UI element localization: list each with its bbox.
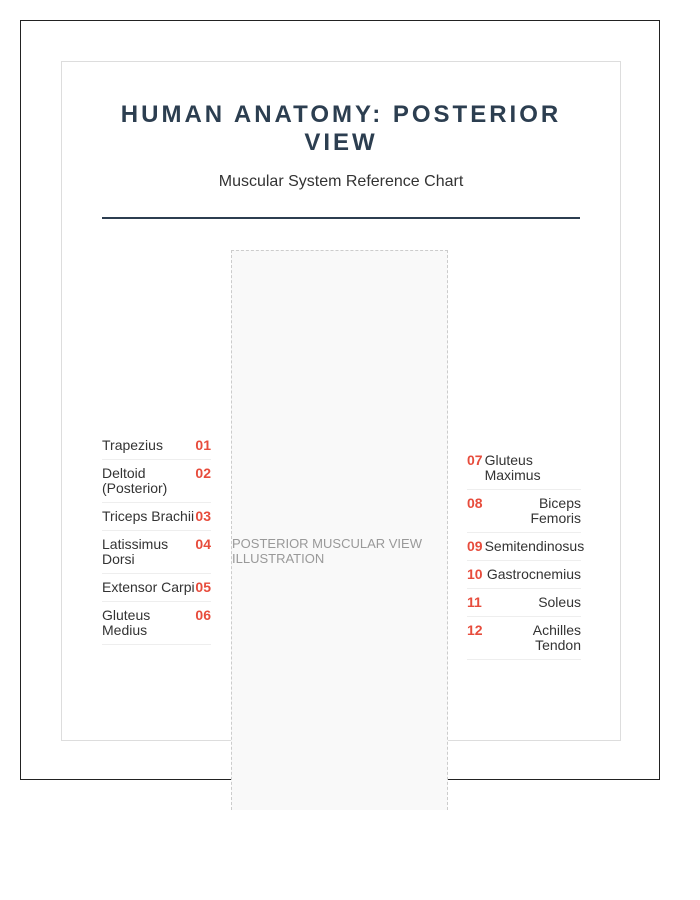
muscle-number: 09: [467, 538, 483, 554]
muscle-item-09: [467, 533, 585, 561]
muscle-item-03: [102, 503, 211, 531]
muscle-list-left: [102, 432, 211, 645]
muscle-number: 05: [195, 579, 211, 595]
muscle-number: 11: [467, 594, 482, 610]
muscle-name: Trapezius: [102, 437, 163, 453]
muscle-item-12: [467, 617, 581, 660]
muscle-item-11: [467, 589, 581, 617]
muscle-name: Achilles Tendon: [532, 622, 581, 653]
muscle-name: Gluteus Maximus: [484, 452, 541, 483]
illustration-label: POSTERIOR MUSCULAR VIEW ILLUSTRATION: [232, 536, 422, 566]
muscle-number: 12: [467, 622, 483, 638]
muscle-name: Biceps Femoris: [530, 495, 581, 526]
illustration-placeholder: [231, 250, 448, 810]
muscle-number: 01: [195, 437, 211, 453]
muscle-item-10: [467, 561, 581, 589]
muscle-item-06: [102, 602, 211, 645]
page-subtitle: Muscular System Reference Chart: [218, 173, 464, 190]
page-title: HUMAN ANATOMY: POSTERIOR VIEW: [120, 101, 562, 156]
muscle-number: 04: [195, 536, 211, 552]
muscle-name: Triceps Brachii: [102, 508, 195, 524]
muscle-number: 08: [467, 495, 483, 511]
muscle-number: 02: [195, 465, 211, 481]
muscle-number: 10: [467, 566, 483, 582]
muscle-item-08: [467, 490, 581, 533]
muscle-item-07: [467, 447, 581, 490]
muscle-number: 03: [195, 508, 211, 524]
muscle-name: Extensor Carpi: [102, 579, 195, 595]
muscle-name: Soleus: [538, 594, 581, 610]
muscle-name: Gluteus Medius: [102, 607, 151, 638]
muscle-item-05: [102, 574, 211, 602]
muscle-number: 07: [467, 452, 483, 468]
muscle-list-right: [467, 447, 585, 660]
title-divider: [102, 217, 580, 219]
muscle-name: Latissimus Dorsi: [102, 536, 169, 567]
muscle-name: Gastrocnemius: [486, 566, 581, 582]
muscle-item-01: [102, 432, 211, 460]
muscle-number: 06: [195, 607, 211, 623]
muscle-name: Semitendinosus: [484, 538, 585, 554]
muscle-name: Deltoid (Posterior): [102, 465, 168, 496]
muscle-item-02: [102, 460, 211, 503]
muscle-item-04: [102, 531, 211, 574]
